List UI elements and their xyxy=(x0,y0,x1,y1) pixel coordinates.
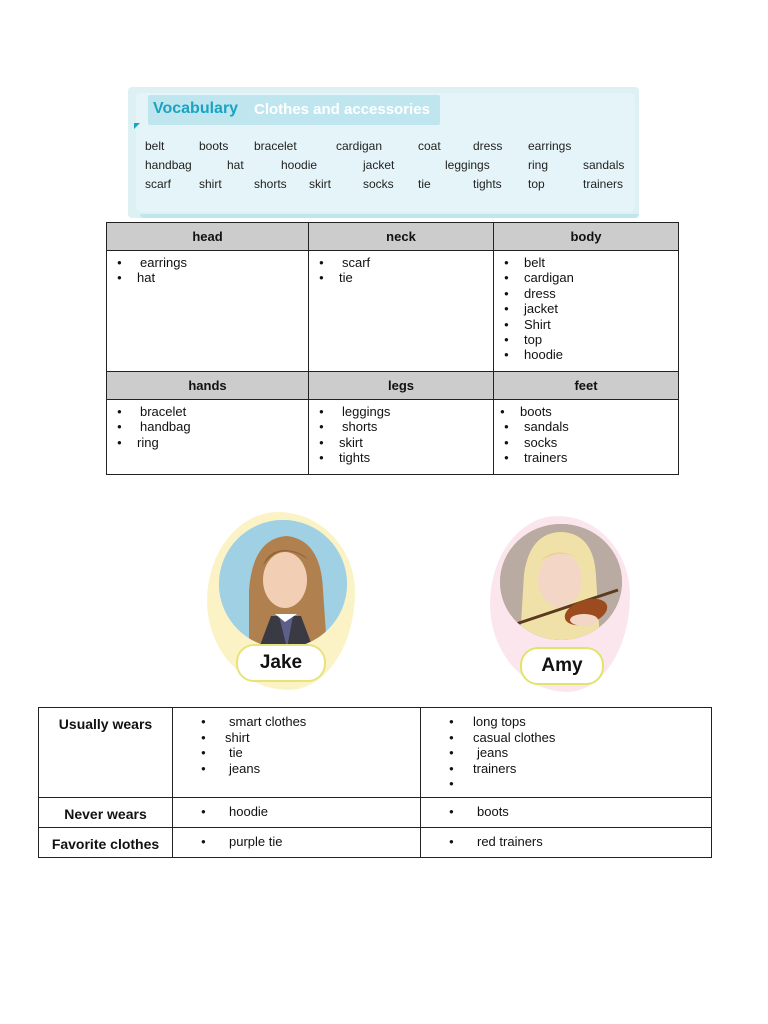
list-item: ● hoodie xyxy=(524,347,678,362)
table-header-row xyxy=(107,372,679,400)
list-item: ● handbag xyxy=(137,419,308,434)
list-item: ● boots xyxy=(520,404,678,419)
vocab-word: coat xyxy=(418,139,441,153)
vocab-word: shorts xyxy=(254,177,287,191)
vocab-word: scarf xyxy=(145,177,172,191)
list-item: ● leggings xyxy=(339,404,493,419)
list-item: ● cardigan xyxy=(524,270,678,285)
vocab-word: boots xyxy=(199,139,229,153)
vocab-word: shirt xyxy=(199,177,222,191)
vocab-word: sandals xyxy=(583,158,625,172)
jake-photo xyxy=(219,520,347,648)
list-item: ● earrings xyxy=(137,255,308,270)
amy-never-wears-cell xyxy=(421,798,712,828)
jake-portrait-icon xyxy=(219,520,347,648)
list-item: ● jeans xyxy=(225,761,420,777)
cell-hands xyxy=(107,400,309,475)
vocab-word: leggings xyxy=(445,158,490,172)
vocab-word: skirt xyxy=(309,177,331,191)
list-item: ● jacket xyxy=(524,301,678,316)
amy-name-label: Amy xyxy=(520,647,604,685)
table-row xyxy=(107,251,679,372)
cell-neck xyxy=(309,251,494,372)
vocab-word: ring xyxy=(528,158,549,172)
list-item: ● red trainers xyxy=(473,834,711,850)
body-parts-table xyxy=(106,222,679,475)
list-item: ● long tops xyxy=(473,714,711,730)
cell-feet xyxy=(494,400,679,475)
header-legs: legs xyxy=(309,372,494,400)
list-item: ● tie xyxy=(225,745,420,761)
vocab-word: tights xyxy=(473,177,502,191)
list-item: ● shirt xyxy=(225,730,420,746)
list-item: ● socks xyxy=(524,435,678,450)
table-row xyxy=(107,400,679,475)
header-feet: feet xyxy=(494,372,679,400)
vocab-word: jacket xyxy=(363,158,395,172)
wears-table xyxy=(38,707,712,858)
vocabulary-box xyxy=(128,87,639,218)
cell-legs xyxy=(309,400,494,475)
list-item: ● tights xyxy=(339,450,493,465)
list-item: ● dress xyxy=(524,286,678,301)
jake-usually-wears-cell xyxy=(173,708,421,798)
jake-name-label: Jake xyxy=(236,644,326,682)
amy-avatar-card xyxy=(490,516,630,694)
vocabulary-subtitle: Clothes and accessories xyxy=(254,101,430,118)
amy-usually-wears-cell xyxy=(421,708,712,798)
list-item: ● jeans xyxy=(473,745,711,761)
header-neck: neck xyxy=(309,223,494,251)
list-item: ● scarf xyxy=(339,255,493,270)
list-item: ● smart clothes xyxy=(225,714,420,730)
vocab-word: bracelet xyxy=(254,139,297,153)
vocabulary-tab-marker xyxy=(134,123,140,129)
vocab-word: dress xyxy=(473,139,503,153)
vocab-word: cardigan xyxy=(336,139,383,153)
table-row xyxy=(39,708,712,798)
row-label-favorite-clothes: Favorite clothes xyxy=(39,828,173,858)
list-item: ● boots xyxy=(473,804,711,820)
row-label-usually-wears: Usually wears xyxy=(39,708,173,798)
cell-head xyxy=(107,251,309,372)
row-label-never-wears: Never wears xyxy=(39,798,173,828)
amy-photo xyxy=(500,524,622,640)
table-row xyxy=(39,798,712,828)
jake-avatar-card xyxy=(205,512,357,692)
table-row xyxy=(39,828,712,858)
header-head: head xyxy=(107,223,309,251)
vocab-word: top xyxy=(528,177,545,191)
list-item: ● belt xyxy=(524,255,678,270)
vocab-word: hat xyxy=(227,158,244,172)
vocab-word: tie xyxy=(418,177,431,191)
list-item: ● tie xyxy=(339,270,493,285)
list-item: ● bracelet xyxy=(137,404,308,419)
jake-never-wears-cell xyxy=(173,798,421,828)
vocab-word: handbag xyxy=(145,158,192,172)
cell-body xyxy=(494,251,679,372)
list-item: ● skirt xyxy=(339,435,493,450)
list-item xyxy=(473,776,711,792)
vocab-word: belt xyxy=(145,139,165,153)
list-item: ● sandals xyxy=(524,419,678,434)
list-item: ● purple tie xyxy=(225,834,420,850)
jake-favorite-clothes-cell xyxy=(173,828,421,858)
list-item: ● ring xyxy=(137,435,308,450)
amy-favorite-clothes-cell xyxy=(421,828,712,858)
vocabulary-bottom-border xyxy=(140,214,639,218)
vocab-word: hoodie xyxy=(281,158,318,172)
list-item: ● trainers xyxy=(473,761,711,777)
vocab-word: trainers xyxy=(583,177,624,191)
list-item: ● top xyxy=(524,332,678,347)
list-item: ● shorts xyxy=(339,419,493,434)
list-item: ● Shirt xyxy=(524,317,678,332)
vocab-word: socks xyxy=(363,177,394,191)
header-hands: hands xyxy=(107,372,309,400)
list-item: ● hat xyxy=(137,270,308,285)
list-item: ● hoodie xyxy=(225,804,420,820)
vocab-word: earrings xyxy=(528,139,572,153)
table-header-row xyxy=(107,223,679,251)
list-item: ● casual clothes xyxy=(473,730,711,746)
vocabulary-title: Vocabulary xyxy=(153,100,239,117)
amy-portrait-icon xyxy=(500,524,622,640)
list-item: ● trainers xyxy=(524,450,678,465)
header-body: body xyxy=(494,223,679,251)
